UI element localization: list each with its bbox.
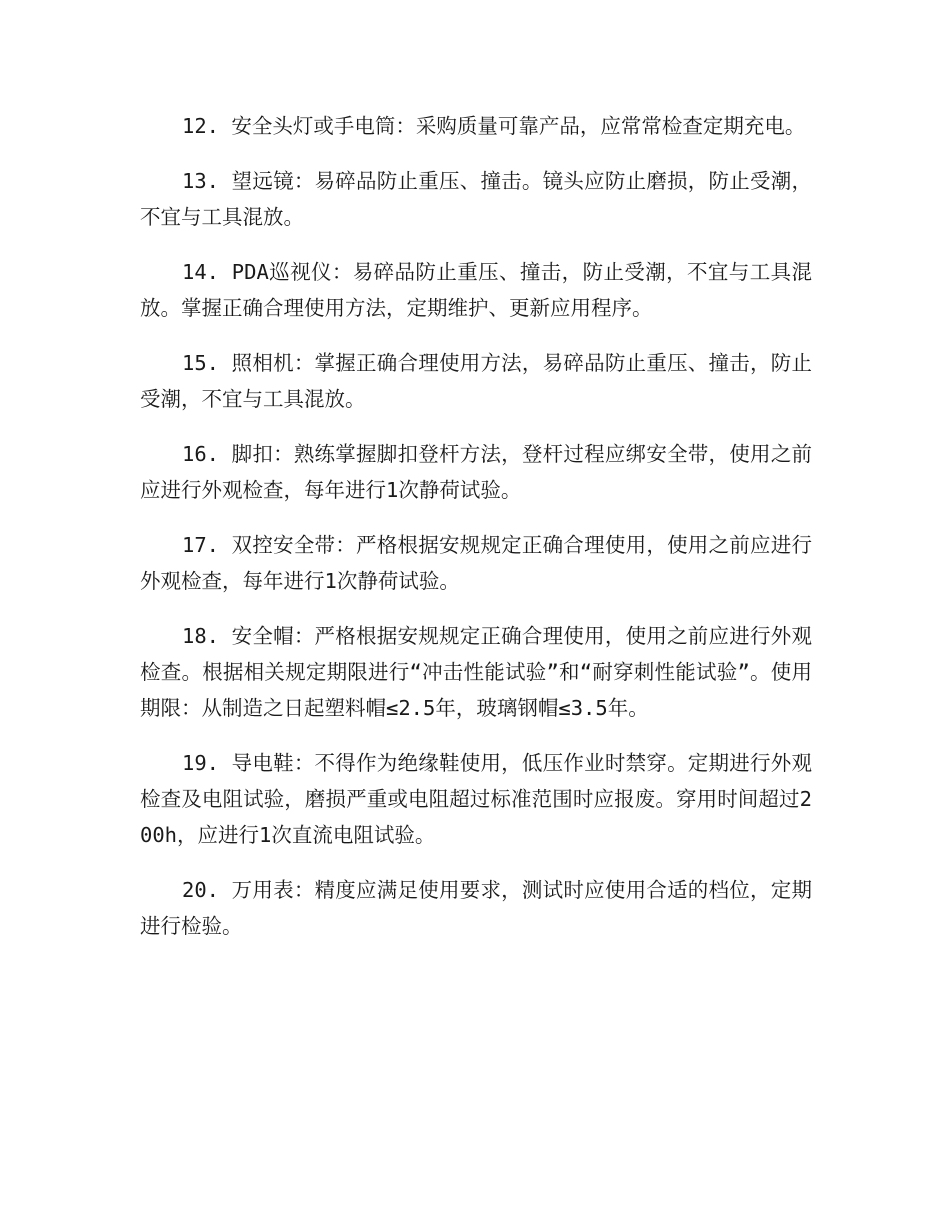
list-item-14: 14. PDA巡视仪：易碎品防止重压、撞击，防止受潮，不宜与工具混放。掌握正确合理使用方法，定期维护、更新应用程序。 — [140, 260, 812, 320]
list-item-13: 13. 望远镜：易碎品防止重压、撞击。镜头应防止磨损，防止受潮，不宜与工具混放。 — [140, 169, 812, 229]
list-item-19: 19. 导电鞋：不得作为绝缘鞋使用，低压作业时禁穿。定期进行外观检查及电阻试验，磨损严重或电阻超过标准范围时应报废。穿用时间超过200h，应进行1次直流电阻试验。 — [140, 751, 812, 847]
list-item-18: 18. 安全帽：严格根据安规规定正确合理使用，使用之前应进行外观检查。根据相关规定期限进行“冲击性能试验”和“耐穿刺性能试验”。使用期限：从制造之日起塑料帽≤2.5年，玻璃钢帽≤3.5年。 — [140, 624, 812, 720]
list-item-15: 15. 照相机：掌握正确合理使用方法，易碎品防止重压、撞击，防止受潮，不宜与工具混放。 — [140, 351, 812, 411]
list-item-12: 12. 安全头灯或手电筒：采购质量可靠产品，应常常检查定期充电。 — [182, 114, 806, 138]
list-item-16: 16. 脚扣：熟练掌握脚扣登杆方法，登杆过程应绑安全带，使用之前应进行外观检查，每年进行1次静荷试验。 — [140, 442, 812, 502]
list-item-20: 20. 万用表：精度应满足使用要求，测试时应使用合适的档位，定期进行检验。 — [140, 878, 812, 938]
list-item-17: 17. 双控安全带：严格根据安规规定正确合理使用，使用之前应进行外观检查，每年进行1次静荷试验。 — [140, 533, 812, 593]
document-body — [140, 108, 812, 963]
